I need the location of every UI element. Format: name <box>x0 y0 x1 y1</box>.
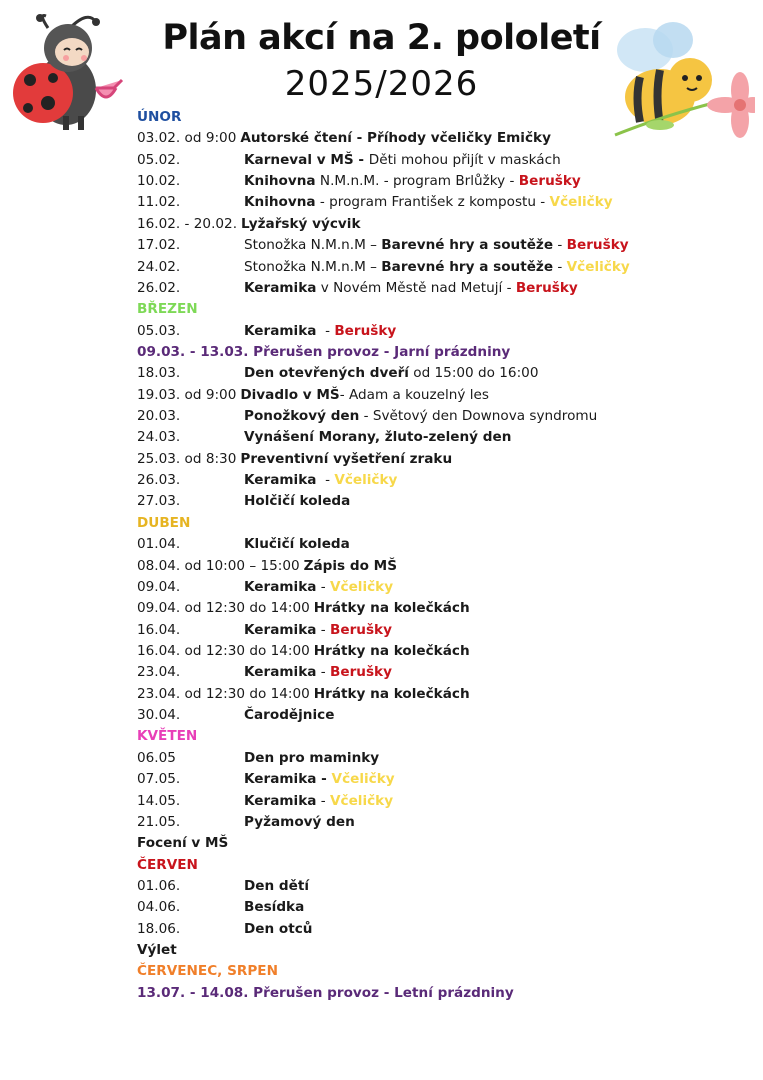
event-date: 24.03. <box>137 429 181 446</box>
event-row <box>137 620 737 641</box>
event-text: Čarodějnice <box>244 707 335 724</box>
event-text: - <box>316 621 330 638</box>
event-row <box>137 577 737 598</box>
event-date: 23.04. od 12:30 do 14:00 <box>137 685 310 702</box>
event-text: Keramika <box>244 792 317 809</box>
event-row <box>137 150 737 171</box>
event-text: Holčičí koleda <box>244 493 351 510</box>
event-row <box>137 427 737 448</box>
month-label: ČERVENEC, SRPEN <box>137 963 278 980</box>
month-heading <box>137 299 737 320</box>
event-text: - <box>316 472 335 489</box>
group-vcelicky: Včeličky <box>549 194 613 211</box>
event-date: 16.04. <box>137 621 181 638</box>
event-row <box>137 876 737 897</box>
event-row <box>137 406 737 427</box>
event-row <box>137 897 737 918</box>
event-row <box>137 192 737 213</box>
event-text: Děti mohou přijít v maskách <box>368 151 561 168</box>
group-vcelicky: Včeličky <box>331 771 395 788</box>
event-text: Keramika <box>244 621 317 638</box>
group-berusky: Berušky <box>330 664 392 681</box>
event-date: 09.04. <box>137 578 181 595</box>
event-row <box>137 812 737 833</box>
event-row <box>137 321 737 342</box>
event-text: - <box>553 237 567 254</box>
event-row <box>137 556 737 577</box>
event-date: 30.04. <box>137 707 181 724</box>
event-text: Divadlo v MŠ <box>240 386 340 403</box>
events-list <box>137 107 737 1004</box>
event-text: - <box>316 664 330 681</box>
event-text: Klučičí koleda <box>244 536 350 553</box>
event-text: Stonožka N.M.n.M – <box>244 258 382 275</box>
event-text: Keramika <box>244 664 317 681</box>
event-row <box>137 769 737 790</box>
event-date: 10.02. <box>137 173 181 190</box>
event-row <box>137 171 737 192</box>
event-row <box>137 470 737 491</box>
event-date: 18.03. <box>137 365 181 382</box>
event-text: Stonožka N.M.n.M – <box>244 237 382 254</box>
event-date: 01.06. <box>137 877 181 894</box>
month-label: ČERVEN <box>137 856 198 873</box>
event-text: Keramika - <box>244 771 332 788</box>
group-vcelicky: Včeličky <box>330 792 394 809</box>
event-text: Keramika <box>244 578 317 595</box>
event-text: Focení v MŠ <box>137 835 229 852</box>
event-date: 08.04. od 10:00 – 15:00 <box>137 557 300 574</box>
event-date: 16.02. - 20.02. <box>137 215 238 232</box>
event-text: Výlet <box>137 942 177 959</box>
event-text: Knihovna <box>244 194 316 211</box>
event-row <box>137 748 737 769</box>
month-label: BŘEZEN <box>137 301 198 318</box>
event-date: 01.04. <box>137 536 181 553</box>
event-row <box>137 641 737 662</box>
event-date: 17.02. <box>137 237 181 254</box>
event-row <box>137 235 737 256</box>
event-date: 24.02. <box>137 258 181 275</box>
event-date: 21.05. <box>137 813 181 830</box>
group-vcelicky: Včeličky <box>330 578 394 595</box>
event-date: 06.05 <box>137 749 176 766</box>
group-berusky: Berušky <box>566 237 629 254</box>
event-row <box>137 257 737 278</box>
event-date: 26.03. <box>137 472 181 489</box>
group-berusky: Berušky <box>334 322 397 339</box>
event-row <box>137 919 737 940</box>
event-date: 23.04. <box>137 664 181 681</box>
event-text: Vynášení Morany, žluto-zelený den <box>244 429 512 446</box>
event-date: 19.03. od 9:00 <box>137 386 237 403</box>
event-text: Hrátky na kolečkách <box>313 600 470 617</box>
event-text: Zápis do MŠ <box>303 557 397 574</box>
event-text: - program František z kompostu - <box>315 194 550 211</box>
month-heading <box>137 855 737 876</box>
group-berusky: Berušky <box>518 173 581 190</box>
event-row <box>137 598 737 619</box>
event-row <box>137 791 737 812</box>
event-text: Lyžařský výcvik <box>241 215 361 232</box>
event-row <box>137 705 737 726</box>
group-vcelicky: Včeličky <box>334 472 398 489</box>
event-date: 25.03. od 8:30 <box>137 450 237 467</box>
event-text: Ponožkový den <box>244 408 360 425</box>
event-date: 18.06. <box>137 920 181 937</box>
event-row <box>137 363 737 384</box>
event-text: Besídka <box>244 899 305 916</box>
event-text: Den otců <box>244 920 313 937</box>
holiday-row <box>137 342 737 363</box>
event-date: 16.04. od 12:30 do 14:00 <box>137 642 310 659</box>
event-text: Autorské čtení - Příhody včeličky Emičky <box>240 130 551 147</box>
event-date: 26.02. <box>137 279 181 296</box>
holiday-row <box>137 983 737 1004</box>
event-text: Barevné hry a soutěže <box>381 237 554 254</box>
event-date: 03.02. od 9:00 <box>137 130 237 147</box>
event-date: 07.05. <box>137 771 181 788</box>
event-text: Keramika <box>244 279 317 296</box>
event-date: 27.03. <box>137 493 181 510</box>
event-text: N.M.n.M. - program Brlůžky - <box>315 173 519 190</box>
event-text: Pyžamový den <box>244 813 355 830</box>
event-row <box>137 662 737 683</box>
event-date: 14.05. <box>137 792 181 809</box>
event-row <box>137 684 737 705</box>
holiday-text: 09.03. - 13.03. Přerušen provoz - Jarní prázdniny <box>137 343 511 360</box>
event-row <box>137 491 737 512</box>
month-heading <box>137 107 737 128</box>
group-berusky: Berušky <box>330 621 392 638</box>
page-title: Plán akcí na 2. pololetí <box>162 18 601 58</box>
event-row <box>137 128 737 149</box>
event-text: Den pro maminky <box>244 749 380 766</box>
event-text: Hrátky na kolečkách <box>313 685 470 702</box>
event-date: 04.06. <box>137 899 181 916</box>
event-row <box>137 385 737 406</box>
event-text: Barevné hry a soutěže <box>381 258 554 275</box>
event-row <box>137 534 737 555</box>
month-heading <box>137 513 737 534</box>
month-heading <box>137 961 737 982</box>
event-text: od 15:00 do 16:00 <box>408 365 539 382</box>
event-text: Keramika <box>244 472 317 489</box>
event-row <box>137 449 737 470</box>
month-label: DUBEN <box>137 514 191 531</box>
event-row <box>137 214 737 235</box>
event-text: - <box>316 792 330 809</box>
holiday-text: 13.07. - 14.08. Přerušen provoz - Letní prázdniny <box>137 984 514 1001</box>
event-text: - Světový den Downova syndromu <box>359 408 598 425</box>
event-row <box>137 940 737 961</box>
event-row <box>137 278 737 299</box>
event-text: Den otevřených dveří <box>244 365 409 382</box>
group-vcelicky: Včeličky <box>566 258 630 275</box>
school-year: 2025/2026 <box>284 64 479 104</box>
event-text: Preventivní vyšetření zraku <box>240 450 453 467</box>
event-text: - <box>553 258 567 275</box>
month-heading <box>137 726 737 747</box>
month-label: ÚNOR <box>137 109 182 125</box>
event-text: Hrátky na kolečkách <box>313 642 470 659</box>
event-text: Keramika <box>244 322 317 339</box>
event-text: - <box>316 578 330 595</box>
event-text: - <box>316 322 335 339</box>
event-date: 09.04. od 12:30 do 14:00 <box>137 600 310 617</box>
event-date: 11.02. <box>137 194 181 211</box>
event-text: Den dětí <box>244 877 310 894</box>
event-date: 05.02. <box>137 151 181 168</box>
month-label: KVĚTEN <box>137 728 198 745</box>
event-date: 20.03. <box>137 408 181 425</box>
event-text: Knihovna <box>244 173 316 190</box>
event-row <box>137 833 737 854</box>
event-text: v Novém Městě nad Metují - <box>316 279 516 296</box>
group-berusky: Berušky <box>515 279 578 296</box>
event-date: 05.03. <box>137 322 181 339</box>
event-text: Karneval v MŠ - <box>244 151 369 168</box>
event-text: - Adam a kouzelný les <box>339 386 489 403</box>
